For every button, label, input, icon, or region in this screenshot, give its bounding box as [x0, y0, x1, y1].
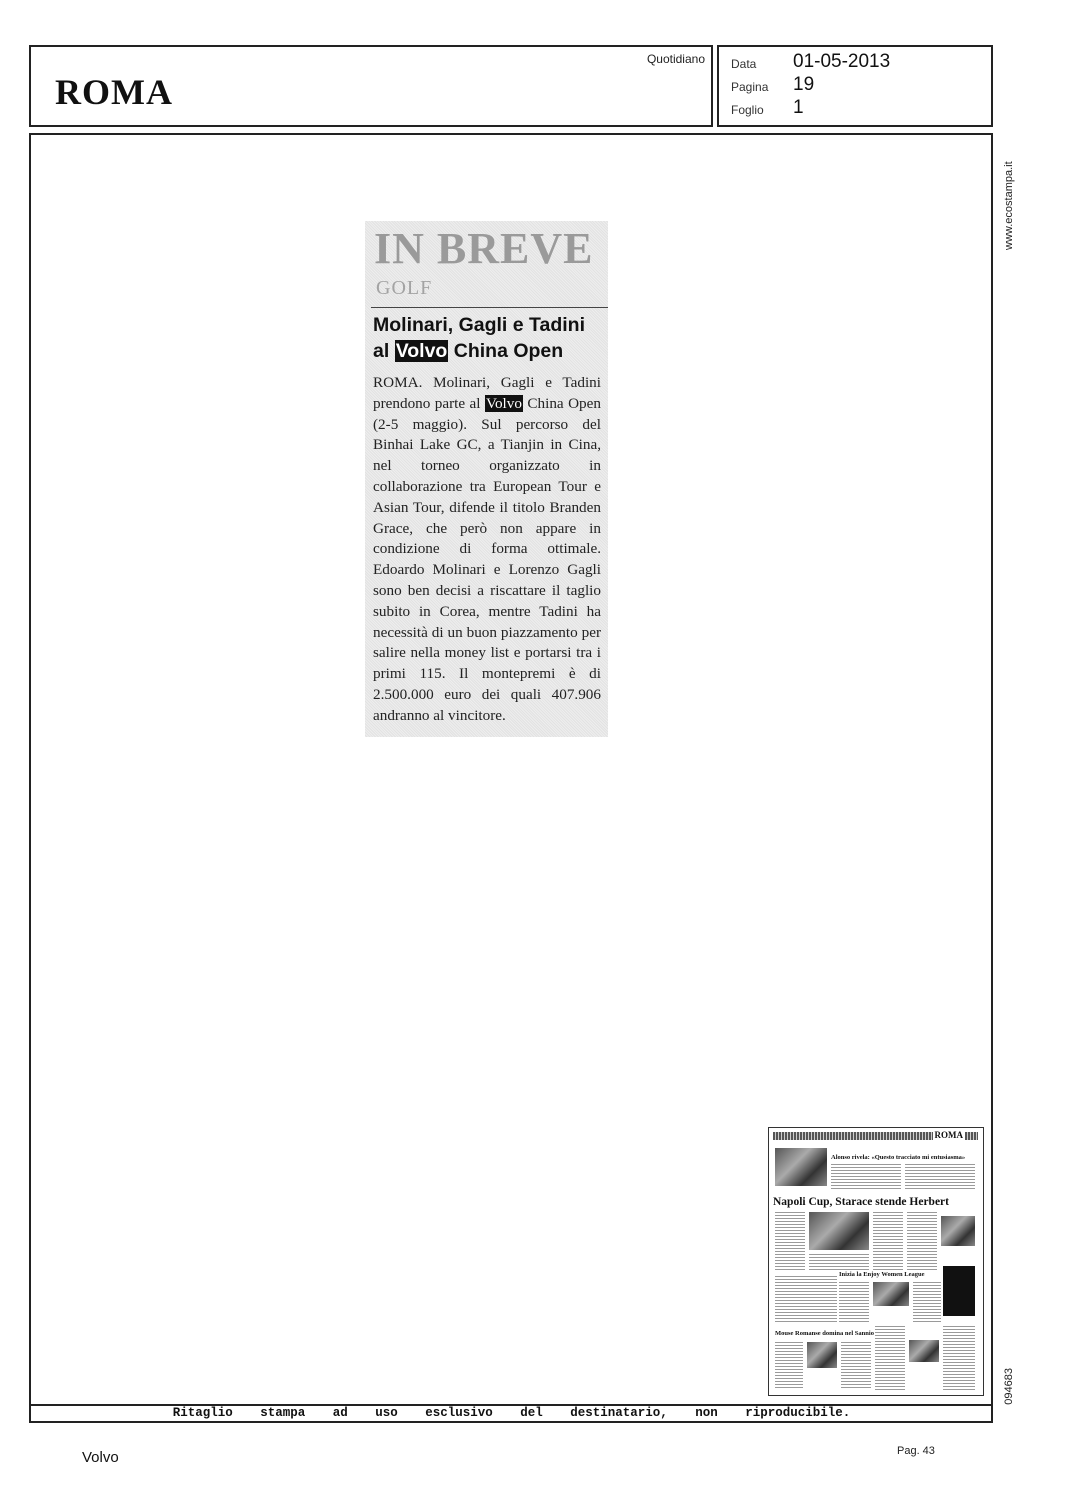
- thumbnail-photo: [909, 1340, 939, 1362]
- keyword-highlight: Volvo: [485, 394, 522, 412]
- thumbnail-text-column: [839, 1282, 869, 1324]
- thumbnail-mid-headline: Inizia la Enjoy Women League: [839, 1271, 925, 1278]
- article-kicker: IN BREVE: [374, 224, 594, 273]
- thumbnail-photo: [873, 1282, 909, 1306]
- meta-label: Data: [731, 57, 757, 71]
- meta-box: [717, 45, 993, 127]
- body-text: ROMA. Molinari, Gagli e Tadini prendono parte al: [373, 374, 601, 412]
- publication-type: Quotidiano: [646, 52, 705, 66]
- headline-text: Molinari, Gagli e Tadini al: [373, 314, 585, 362]
- meta-value: 1: [793, 97, 804, 118]
- thumbnail-photo: [807, 1342, 837, 1368]
- meta-row-date: [731, 51, 981, 75]
- article-body: [373, 373, 601, 727]
- newspaper-logo: ROMA: [55, 72, 173, 112]
- meta-label: Foglio: [731, 103, 764, 117]
- meta-value: 19: [793, 74, 815, 95]
- thumbnail-text-column: [875, 1326, 905, 1390]
- divider: [371, 307, 608, 308]
- meta-label: Pagina: [731, 80, 769, 94]
- thumbnail-text-column: [873, 1212, 903, 1270]
- thumbnail-text-column: [809, 1254, 869, 1270]
- thumbnail-text-column: [841, 1342, 871, 1390]
- thumbnail-text-column: [943, 1326, 975, 1390]
- footer-page-number: Pag. 43: [897, 1445, 935, 1457]
- thumbnail-text-column: [775, 1212, 805, 1270]
- article-clipping: [365, 221, 608, 737]
- meta-row-page: [731, 74, 981, 98]
- thumbnail-text-column: [831, 1164, 901, 1190]
- keyword-highlight: Volvo: [395, 340, 448, 362]
- thumbnail-photo: [775, 1148, 827, 1186]
- thumbnail-logo: ROMA: [934, 1130, 963, 1140]
- side-code: 094683: [1003, 1368, 1015, 1405]
- article-section: GOLF: [376, 277, 433, 299]
- page-thumbnail: [768, 1127, 984, 1396]
- masthead: [29, 45, 713, 127]
- body-text: China Open (2-5 maggio). Sul percorso del Binhai Lake GC, a Tianjin in Cina, nel torneo organizzato in collaborazione tra European Tour e Asian Tour, difende il titolo Branden Grace, che però non appare in condizione di forma ottimale. Edoardo Molinari e Lorenzo Gagli sono ben decisi a riscattare il taglio subito in Corea, mentre Tadini ha necessità di un buon piazzamento per salire nella money list e portarsi tra i primi 115. Il montepremi è di 2.500.000 euro dei quali 407.906 andranno al vincitore.: [373, 394, 601, 724]
- thumbnail-photo: [809, 1212, 869, 1250]
- thumbnail-text-column: [905, 1164, 975, 1190]
- article-headline: [373, 312, 605, 364]
- thumbnail-top-headline: Alonso rivela: «Questo tracciato mi entusiasma»: [831, 1154, 966, 1161]
- footer-keyword: Volvo: [82, 1449, 119, 1466]
- thumbnail-text-column: [775, 1342, 803, 1390]
- thumbnail-photo: [941, 1216, 975, 1246]
- side-url: www.ecostampa.it: [1003, 161, 1015, 250]
- meta-row-sheet: [731, 97, 981, 121]
- thumbnail-bottom-headline: Mouse Romanse domina nel Sannio: [775, 1330, 874, 1337]
- usage-notice: Ritaglio stampa ad uso esclusivo del destinatario, non riproducibile.: [172, 1406, 851, 1420]
- thumbnail-text-column: [913, 1282, 941, 1324]
- thumbnail-dark-box: [943, 1266, 975, 1316]
- headline-text: China Open: [448, 340, 564, 362]
- thumbnail-text-column: [907, 1212, 937, 1270]
- meta-value: 01-05-2013: [793, 51, 891, 72]
- thumbnail-text-column: [775, 1276, 837, 1324]
- thumbnail-main-headline: Napoli Cup, Starace stende Herbert: [773, 1196, 949, 1208]
